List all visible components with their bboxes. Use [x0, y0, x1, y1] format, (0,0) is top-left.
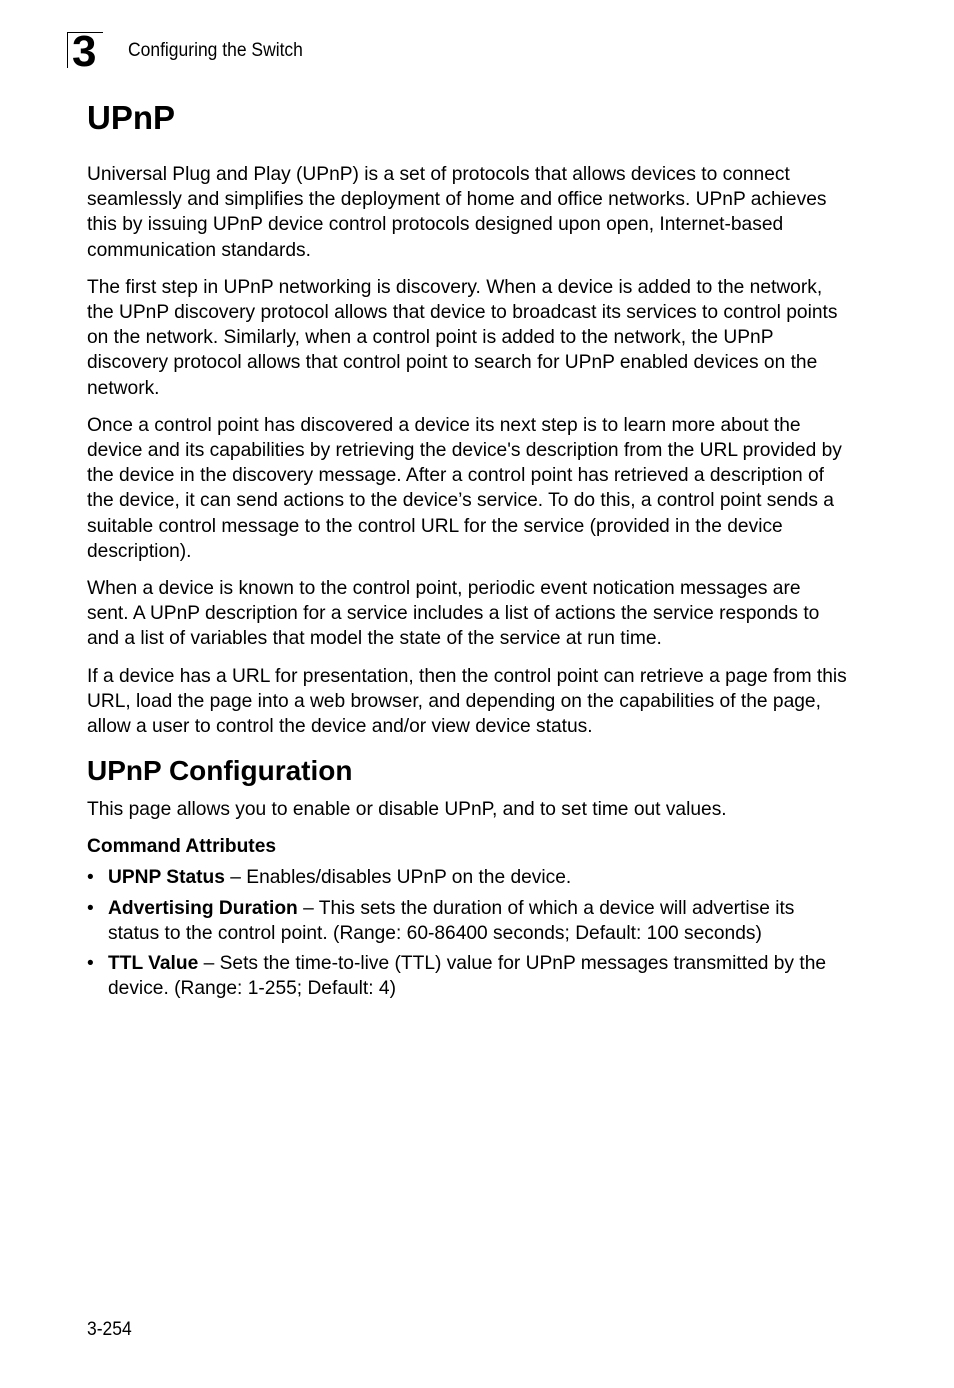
bullet-icon: •: [87, 867, 94, 889]
bullet-icon: •: [87, 897, 94, 919]
list-item: [87, 896, 847, 946]
subsection-title: UPnP Configuration: [87, 755, 353, 787]
command-attributes-heading: Command Attributes: [87, 836, 277, 858]
attribute-term: Advertising Duration: [108, 897, 298, 919]
page-content: [87, 96, 847, 1006]
attribute-term: TTL Value: [108, 953, 199, 975]
running-header-title: Configuring the Switch: [128, 40, 303, 61]
paragraph: If a device has a URL for presentation, then the control point can retrieve a page from this URL, load the page into a web browser, and depending on the capabilities of the page, allow a user to control the device and/or view device status.: [87, 665, 847, 738]
page-number: 3-254: [87, 1319, 132, 1340]
attribute-list: [87, 865, 847, 1001]
list-item: [87, 951, 847, 1001]
section-title: UPnP: [87, 99, 176, 136]
paragraph: Universal Plug and Play (UPnP) is a set of protocols that allows devices to connect seamlessly and simplifies the deployment of home and office networks. UPnP achieves this by issuing UPnP device control protocols designed upon open, Internet-based communication standards.: [87, 164, 827, 261]
attribute-description: – This sets the duration of which a device will advertise its status to the control point. (Range: 60-86400 seconds; Default: 100 seconds): [108, 897, 795, 944]
paragraph: Once a control point has discovered a device its next step is to learn more about the device and its capabilities by retrieving the device's description from the URL provided by the device in the discovery message. After a control point has retrieved a description of the device, it can send actions to the device’s service. To do this, a control point sends a suitable control message to the control URL for the service (provided in the device description).: [87, 414, 842, 562]
attribute-term: UPNP Status: [108, 867, 225, 889]
subsection-intro: This page allows you to enable or disable UPnP, and to set time out values.: [87, 799, 727, 821]
list-item: [87, 865, 847, 890]
attribute-description: – Sets the time-to-live (TTL) value for UPnP messages transmitted by the device. (Range: 1-255; Default: 4): [108, 953, 827, 1000]
paragraph: When a device is known to the control point, periodic event notication messages are sent. A UPnP description for a service includes a list of actions the service responds to and a list of variables that model the state of the service at run time.: [87, 578, 820, 650]
chapter-number: 3: [72, 27, 96, 76]
paragraph: The first step in UPnP networking is discovery. When a device is added to the network, the UPnP discovery protocol allows that device to broadcast its services to control points on the network. Similarly, when a control point is added to the network, the UPnP discovery protocol allows that control point to search for UPnP enabled devices on the network.: [87, 276, 838, 399]
bullet-icon: •: [87, 953, 94, 975]
attribute-description: – Enables/disables UPnP on the device.: [224, 867, 572, 889]
